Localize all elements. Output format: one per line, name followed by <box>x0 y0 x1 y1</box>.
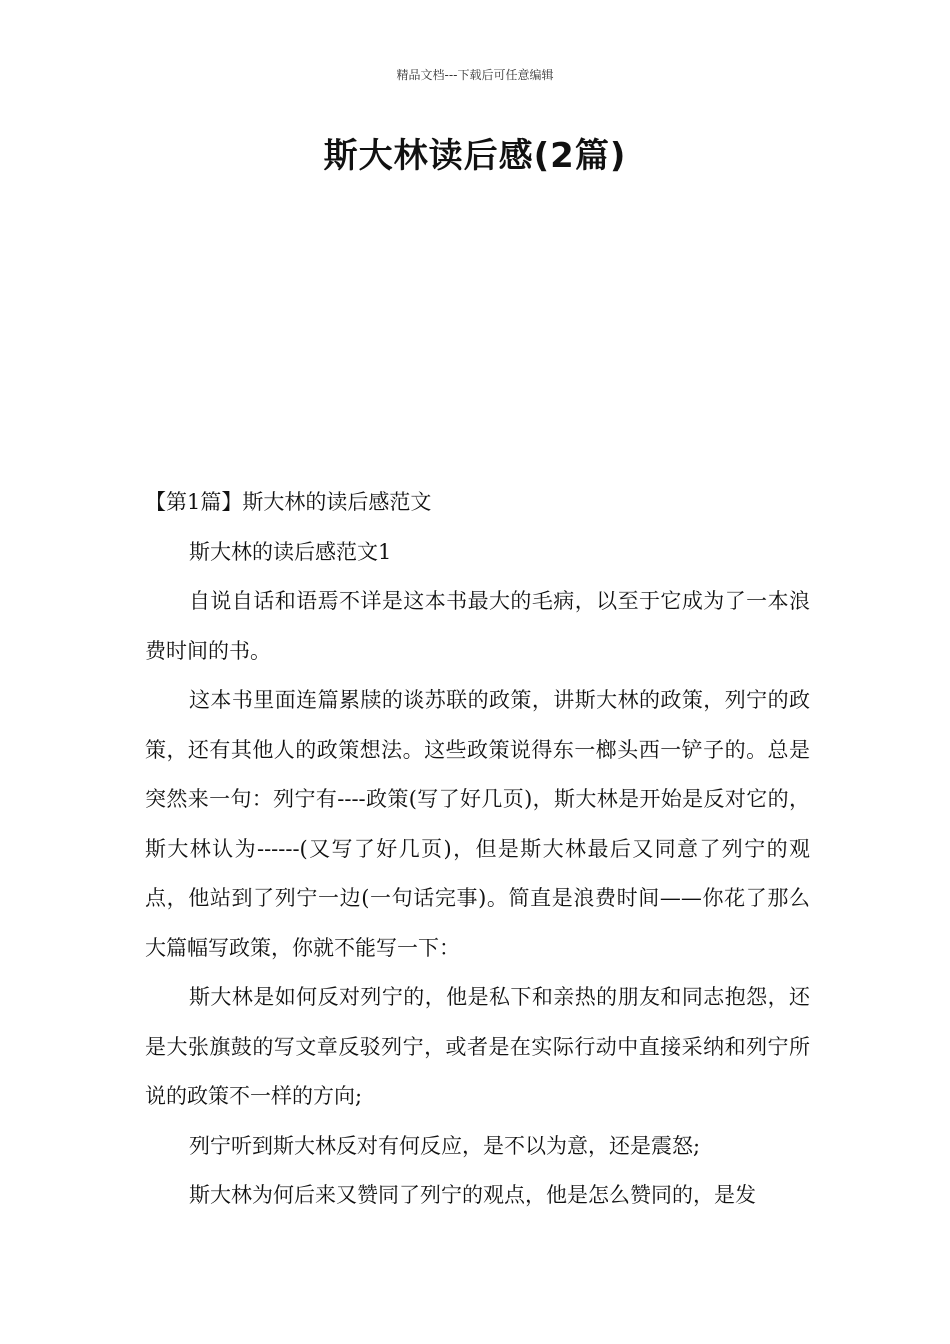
paragraph-2: 这本书里面连篇累牍的谈苏联的政策，讲斯大林的政策，列宁的政策，还有其他人的政策想法。这些政策说得东一榔头西一铲子的。总是突然来一句：列宁有----政策(写了好几页)，斯大林是开始是反对它的，斯大林认为------(又写了好几页)，但是斯大林最后又同意了列宁的观点，他站到了列宁一边(一句话完事)。简直是浪费时间——你花了那么大篇幅写政策，你就不能写一下： <box>145 688 810 960</box>
header-note: 精品文档---下载后可任意编辑 <box>396 68 554 82</box>
paragraph-5: 斯大林为何后来又赞同了列宁的观点，他是怎么赞同的，是发 <box>189 1183 756 1207</box>
paragraph-4: 列宁听到斯大林反对有何反应，是不以为意，还是震怒; <box>189 1133 701 1158</box>
sub-heading: 斯大林的读后感范文1 <box>189 539 392 564</box>
paragraph-3: 斯大林是如何反对列宁的，他是私下和亲热的朋友和同志抱怨，还是大张旗鼓的写文章反驳列宁，或者是在实际行动中直接采纳和列宁所说的政策不一样的方向; <box>145 985 810 1108</box>
section-heading: 【第1篇】斯大林的读后感范文 <box>145 490 432 514</box>
document-title: 斯大林读后感(2篇) <box>323 136 627 176</box>
paragraph-1: 自说自话和语焉不详是这本书最大的毛病，以至于它成为了一本浪费时间的书。 <box>145 589 810 663</box>
document-body <box>145 478 810 1221</box>
